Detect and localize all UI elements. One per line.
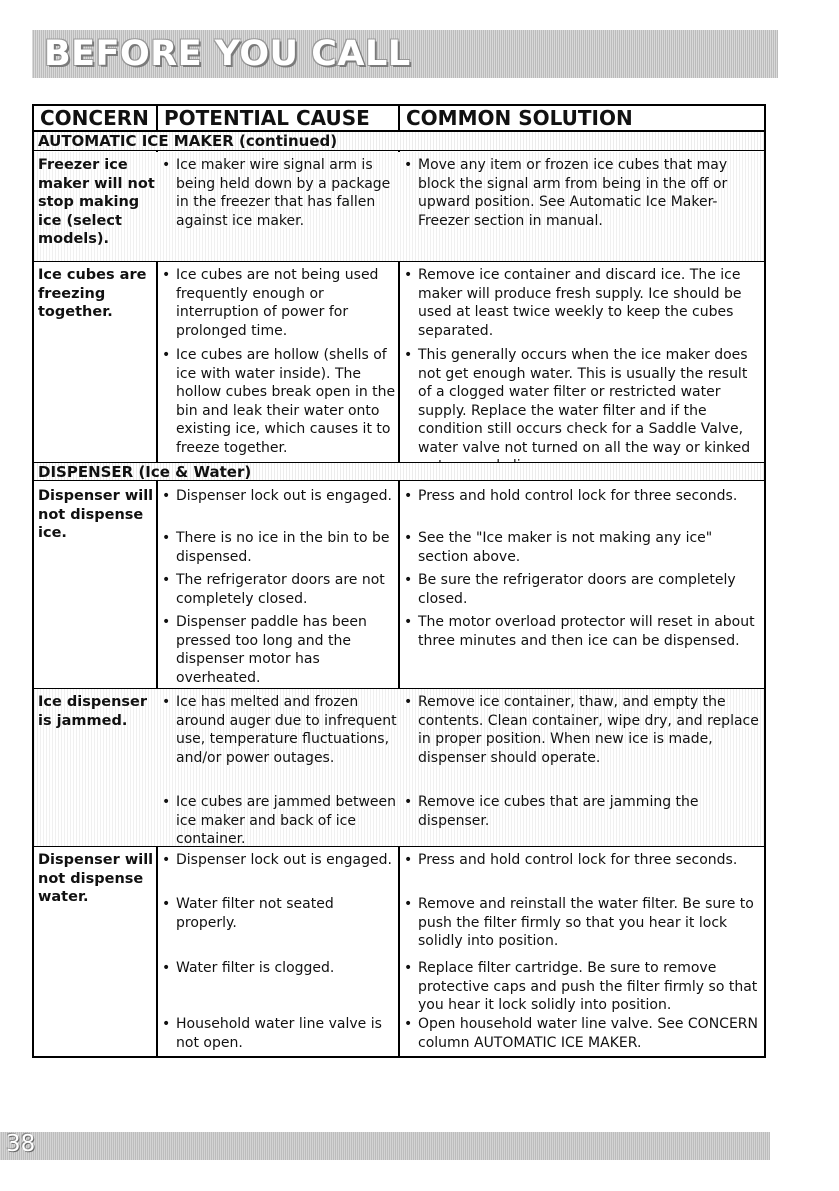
solution-item: • Remove ice container and discard ice. The ice maker will produce fresh supply. Ice should be used at least twice weekly to keep the cubes separated. <box>404 266 760 340</box>
cause-item: • Dispenser lock out is engaged. <box>162 851 398 870</box>
solution-item: • See the "Ice maker is not making any ice" section above. <box>404 529 760 566</box>
cause-item: • Ice maker wire signal arm is being held down by a package in the freezer that has fallen against ice maker. <box>162 156 398 230</box>
cause-item: • Dispenser paddle has been pressed too long and the dispenser motor has overheated. <box>162 613 398 687</box>
cause-item: • Water filter is clogged. <box>162 959 398 978</box>
cause-item: • Dispenser lock out is engaged. <box>162 487 398 506</box>
solution-item: • This generally occurs when the ice maker does not get enough water. This is usually the result of a clogged water filter or restricted water supply. Replace the water filter and if the condition still occurs check for a Saddle Valve, water valve not turned on all the way or kinked <box>404 346 760 476</box>
cause-item: • There is no ice in the bin to be dispensed. <box>162 529 398 566</box>
table-row <box>34 152 764 262</box>
solution-item: • Move any item or frozen ice cubes that may block the signal arm from being in the off or upward position. See Automatic Ice Maker-Freezer section in manual. <box>404 156 760 230</box>
cause-item: • The refrigerator doors are not completely closed. <box>162 571 398 608</box>
column-header-common-solution: COMMON SOLUTION <box>406 106 633 130</box>
title-banner <box>32 30 778 78</box>
solution-item: • Open household water line valve. See CONCERN column AUTOMATIC ICE MAKER. <box>404 1015 760 1052</box>
solution-item: • Be sure the refrigerator doors are completely closed. <box>404 571 760 608</box>
concern-cell: Freezer ice maker will not stop making ice (select models). <box>38 157 155 247</box>
concern-cell: Dispenser will not dispense water. <box>38 852 154 905</box>
table-row <box>34 689 764 847</box>
page-footer-band <box>0 1132 770 1160</box>
cause-item: • Household water line valve is not open. <box>162 1015 398 1052</box>
concern-cell: Ice cubes are freezing together. <box>38 267 147 320</box>
column-header-concern: CONCERN <box>40 106 149 130</box>
cause-item: • Ice cubes are not being used frequently enough or interruption of power for prolonged time. <box>162 266 398 340</box>
solution-item: • Press and hold control lock for three seconds. <box>404 487 760 506</box>
cause-item: • Ice cubes are hollow (shells of ice with water inside). The hollow cubes break open in the bin and leak their water onto existing ice, which causes it to freeze together. <box>162 346 398 457</box>
concern-cell: Ice dispenser is jammed. <box>38 694 148 729</box>
section-header: DISPENSER (Ice & Water) <box>34 462 764 481</box>
page-number: 38 <box>6 1131 36 1157</box>
troubleshooting-table <box>32 104 766 1058</box>
table-header-row <box>34 106 764 132</box>
table-row <box>34 483 764 689</box>
table-row <box>34 847 764 1056</box>
solution-item: • Press and hold control lock for three seconds. <box>404 851 760 870</box>
concern-cell: Dispenser will not dispense ice. <box>38 488 154 541</box>
solution-item: • Replace filter cartridge. Be sure to remove protective caps and push the filter firmly so that you hear it lock solidly into position. <box>404 959 760 1015</box>
section-header: AUTOMATIC ICE MAKER (continued) <box>34 132 764 151</box>
cause-item: • Water filter not seated properly. <box>162 895 398 932</box>
cause-item: • Ice cubes are jammed between ice maker and back of ice container. <box>162 793 398 849</box>
table-row <box>34 262 764 462</box>
solution-item: • Remove and reinstall the water filter. Be sure to push the filter firmly so that you hear it lock solidly into position. <box>404 895 760 951</box>
page-title: BEFORE YOU CALL <box>44 34 411 74</box>
cause-item: • Ice has melted and frozen around auger due to infrequent use, temperature fluctuations, and/or power outages. <box>162 693 398 767</box>
solution-item: • The motor overload protector will reset in about three minutes and then ice can be dispensed. <box>404 613 760 650</box>
solution-item: • Remove ice cubes that are jamming the dispenser. <box>404 793 760 830</box>
solution-item: • Remove ice container, thaw, and empty the contents. Clean container, wipe dry, and replace in proper position. When new ice is made, dispenser should operate. <box>404 693 760 767</box>
column-header-potential-cause: POTENTIAL CAUSE <box>164 106 370 130</box>
